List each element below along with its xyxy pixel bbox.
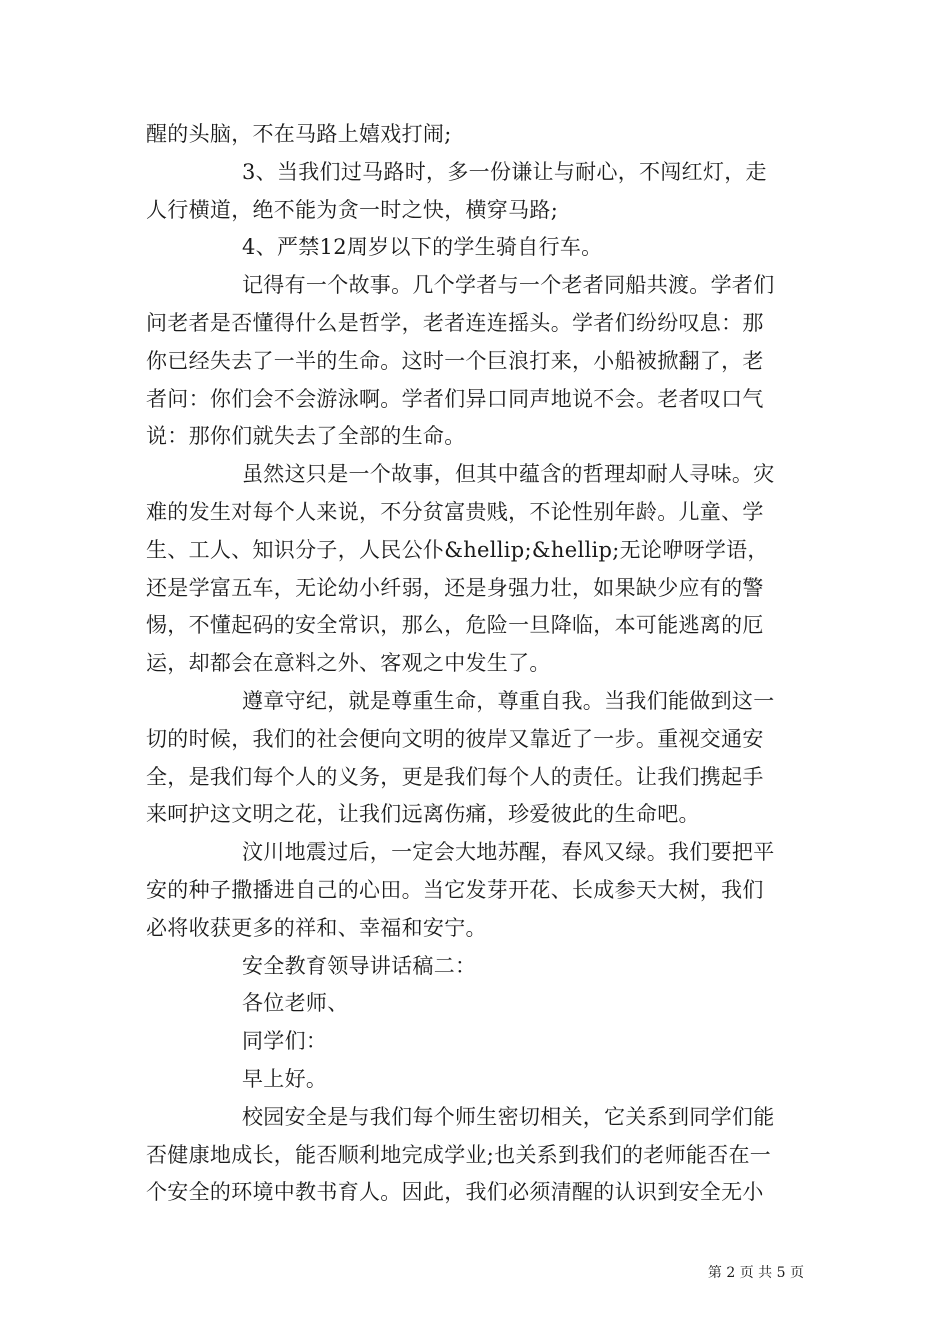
text-line: 4、严禁12周岁以下的学生骑自行车。 xyxy=(242,235,603,260)
text-line: 人行横道，绝不能为贪一时之快，横穿马路; xyxy=(146,197,559,222)
text-line: 记得有一个故事。几个学者与一个老者同船共渡。学者们 xyxy=(242,273,775,298)
text-line: 校园安全是与我们每个师生密切相关，它关系到同学们能 xyxy=(242,1104,775,1129)
text-line: 3、当我们过马路时，多一份谦让与耐心，不闯红灯，走 xyxy=(242,159,767,184)
text-line: 个安全的环境中教书育人。因此，我们必须清醒的认识到安全无小 xyxy=(146,1180,764,1205)
greeting-line: 早上好。 xyxy=(242,1066,328,1091)
salutation-line: 同学们： xyxy=(242,1029,328,1054)
text-line: 惕，不懂起码的安全常识，那么，危险一旦降临，本可能逃离的厄 xyxy=(146,613,764,638)
page-number-footer: 第 2 页 共 5 页 xyxy=(707,1265,804,1281)
text-line: 必将收获更多的祥和、幸福和安宁。 xyxy=(146,915,487,940)
text-line: 全，是我们每个人的义务，更是我们每个人的责任。让我们携起手 xyxy=(146,764,764,789)
salutation-line: 各位老师、 xyxy=(242,991,349,1016)
text-line: 难的发生对每个人来说，不分贫富贵贱，不论性别年龄。儿童、学 xyxy=(146,499,764,524)
text-line: 来呵护这文明之花，让我们远离伤痛，珍爱彼此的生命吧。 xyxy=(146,802,700,827)
text-line: 虽然这只是一个故事，但其中蕴含的哲理却耐人寻味。灾 xyxy=(242,462,775,487)
section-heading: 安全教育领导讲话稿二： xyxy=(242,953,477,978)
text-line: 运，却都会在意料之外、客观之中发生了。 xyxy=(146,651,551,676)
text-line: 你已经失去了一半的生命。这时一个巨浪打来，小船被掀翻了，老 xyxy=(146,348,764,373)
text-line: 切的时候，我们的社会便向文明的彼岸又靠近了一步。重视交通安 xyxy=(146,726,764,751)
text-line: 遵章守纪，就是尊重生命，尊重自我。当我们能做到这一 xyxy=(242,688,775,713)
text-line: 安的种子撒播进自己的心田。当它发芽开花、长成参天大树，我们 xyxy=(146,877,764,902)
text-line: 说：那你们就失去了全部的生命。 xyxy=(146,424,466,449)
text-line: 者问：你们会不会游泳啊。学者们异口同声地说不会。老者叹口气 xyxy=(146,386,764,411)
text-line: 汶川地震过后，一定会大地苏醒，春风又绿。我们要把平 xyxy=(242,840,775,865)
text-line: 问老者是否懂得什么是哲学，老者连连摇头。学者们纷纷叹息：那 xyxy=(146,310,764,335)
text-line: 否健康地成长，能否顺利地完成学业;也关系到我们的老师能否在一 xyxy=(146,1142,772,1167)
document-body xyxy=(146,116,810,1212)
text-line: 醒的头脑，不在马路上嬉戏打闹; xyxy=(146,122,452,146)
text-line: 还是学富五车，无论幼小纤弱，还是身强力壮，如果缺少应有的警 xyxy=(146,575,764,600)
text-line: 生、工人、知识分子，人民公仆&hellip;&hellip;无论咿呀学语， xyxy=(146,537,769,562)
